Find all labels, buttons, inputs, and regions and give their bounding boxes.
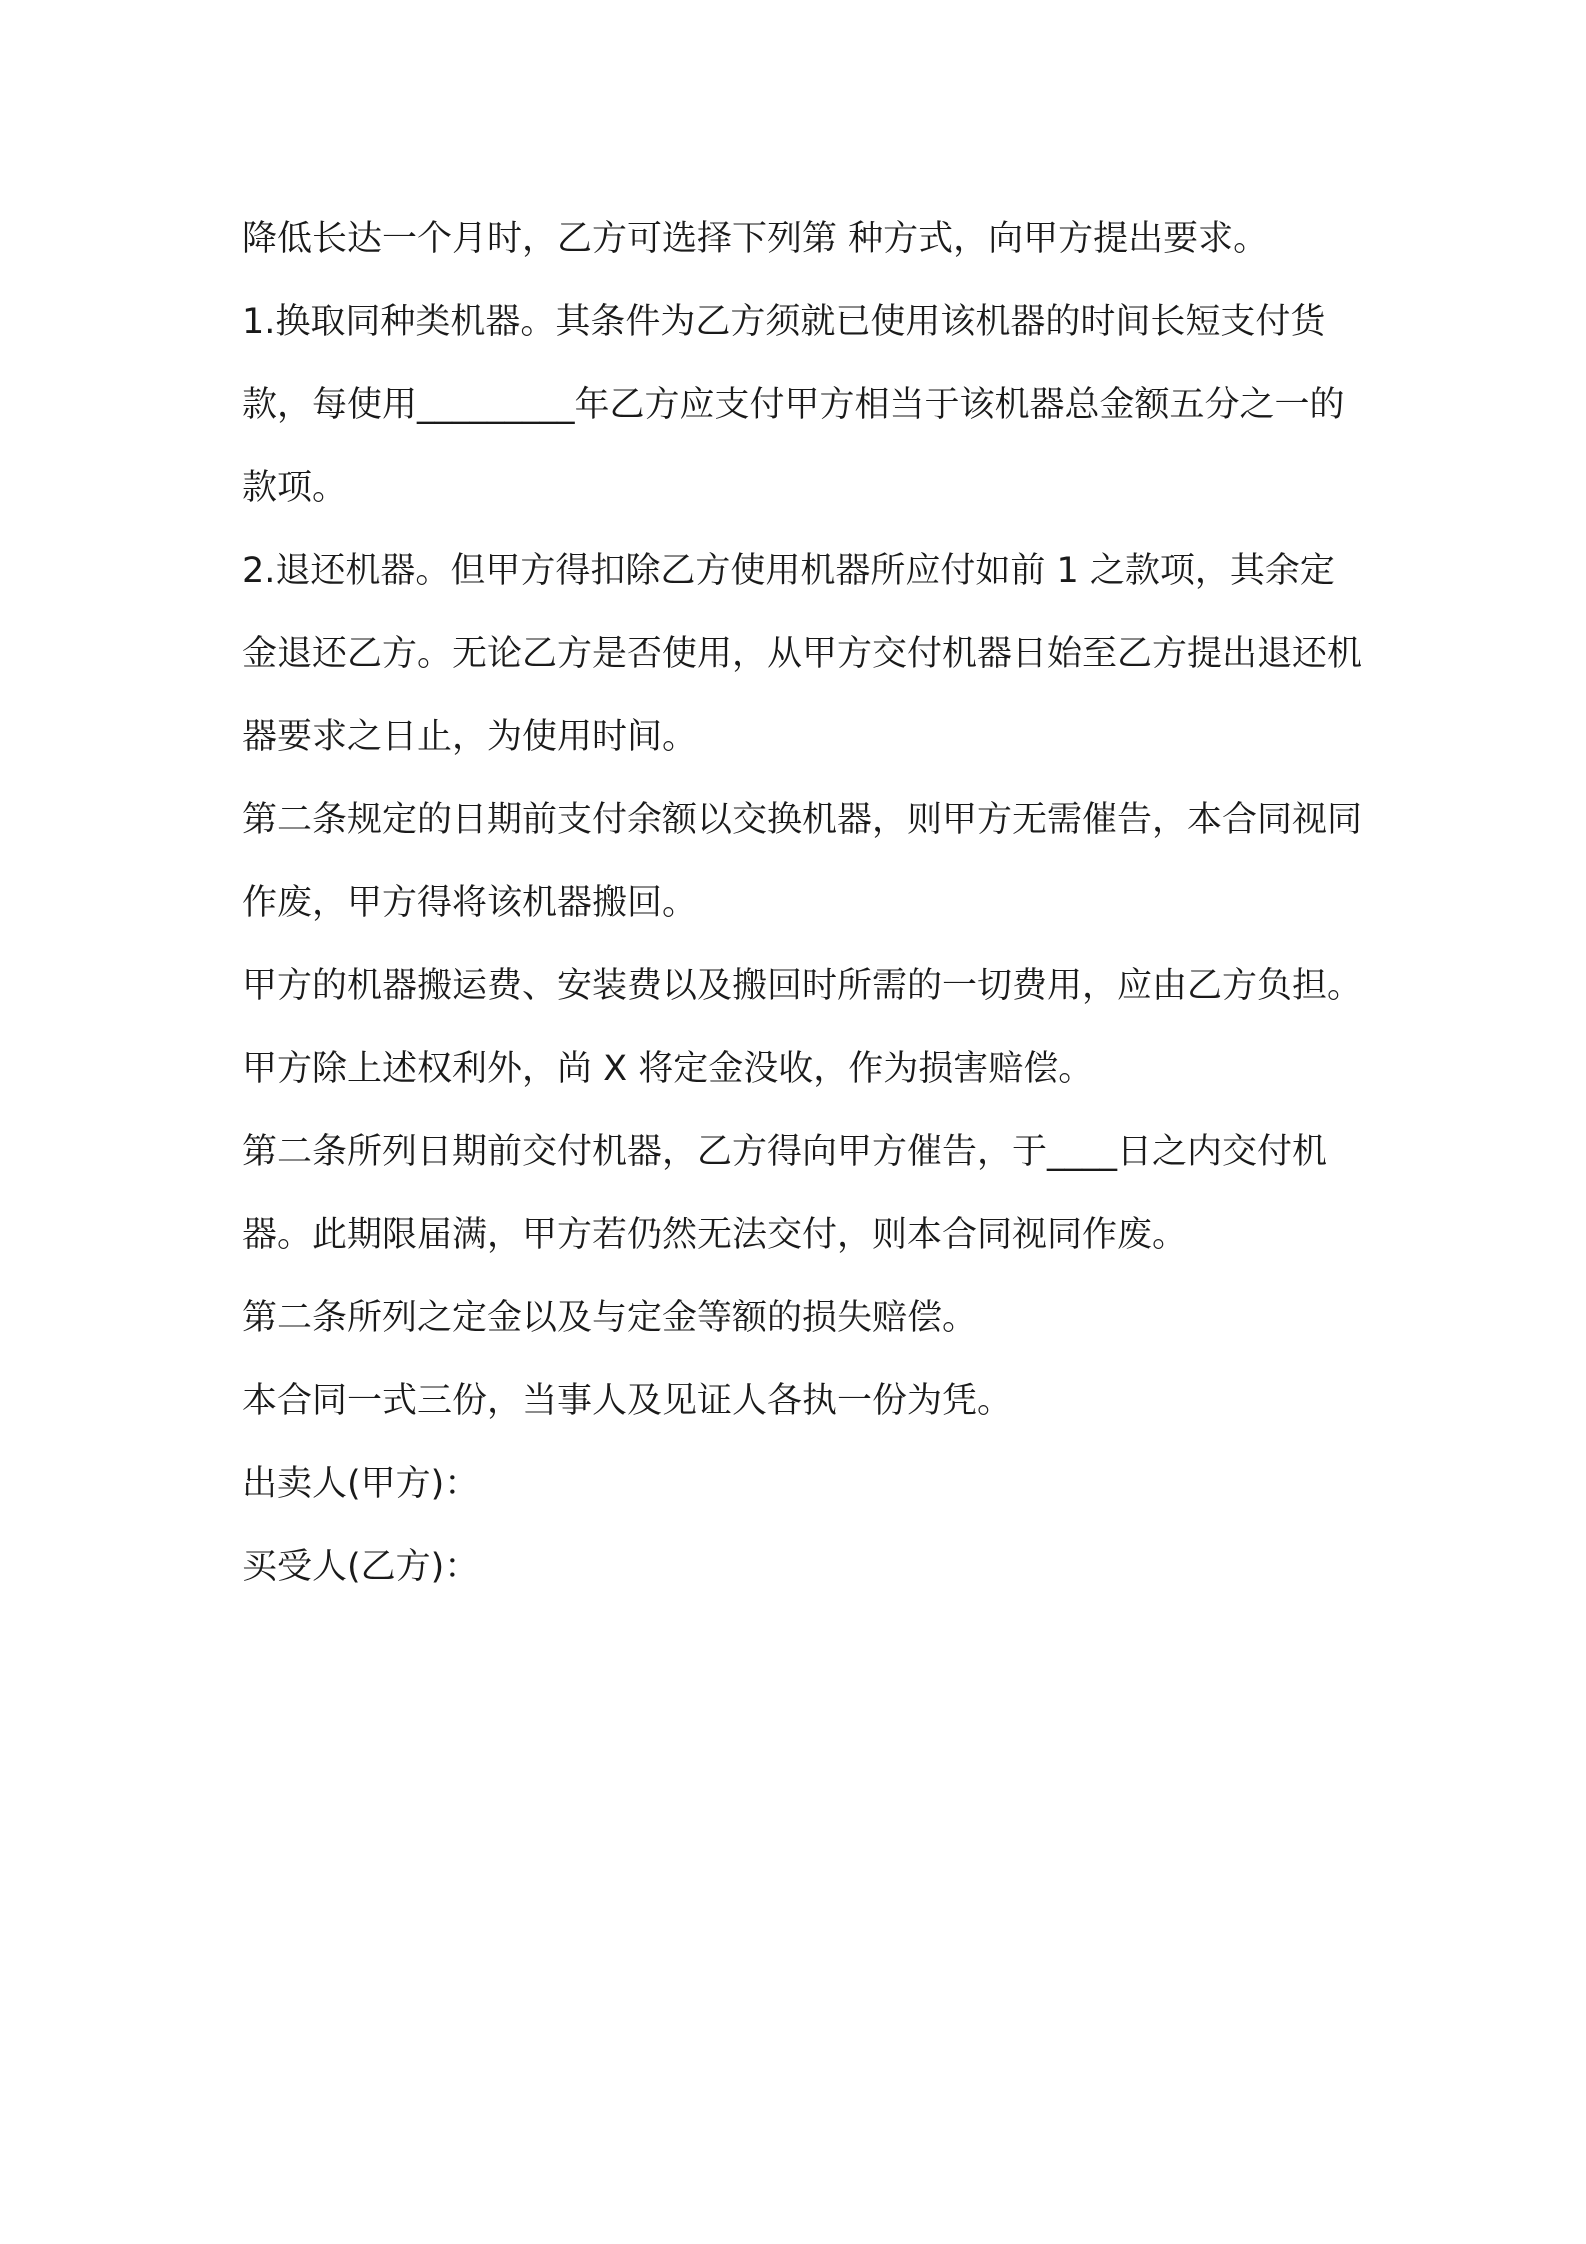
paragraph-delivery: 第二条所列日期前交付机器，乙方得向甲方催告，于____日之内交付机器。此期限届满，甲方若仍然无法交付，则本合同视同作废。 — [242, 1132, 1328, 1255]
paragraph-fees: 甲方的机器搬运费、安装费以及搬回时所需的一切费用，应由乙方负担。甲方除上述权利外，尚 X 将定金没收，作为损害赔偿。 — [242, 966, 1363, 1089]
paragraph-balance-payment: 第二条规定的日期前支付余额以交换机器，则甲方无需催告，本合同视同作废，甲方得将该机器搬回。 — [242, 800, 1363, 923]
paragraph-options-intro: 降低长达一个月时，乙方可选择下列第 种方式，向甲方提出要求。 — [242, 219, 1269, 259]
paragraph-copies: 本合同一式三份，当事人及见证人各执一份为凭。 — [242, 1381, 1013, 1421]
paragraph-option-exchange: 1.换取同种类机器。其条件为乙方须就已使用该机器的时间长短支付货款，每使用_________年乙方应支付甲方相当于该机器总金额五分之一的款项。 — [242, 302, 1345, 508]
paragraph-deposit: 第二条所列之定金以及与定金等额的损失赔偿。 — [242, 1298, 978, 1338]
seller-signature-label: 出卖人(甲方)： — [242, 1464, 480, 1504]
buyer-signature-label: 买受人(乙方)： — [242, 1547, 480, 1587]
paragraph-option-return: 2.退还机器。但甲方得扣除乙方使用机器所应付如前 1 之款项，其余定金退还乙方。无论乙方是否使用，从甲方交付机器日始至乙方提出退还机器要求之日止，为使用时间。 — [242, 551, 1363, 757]
document-body — [242, 198, 1362, 1609]
